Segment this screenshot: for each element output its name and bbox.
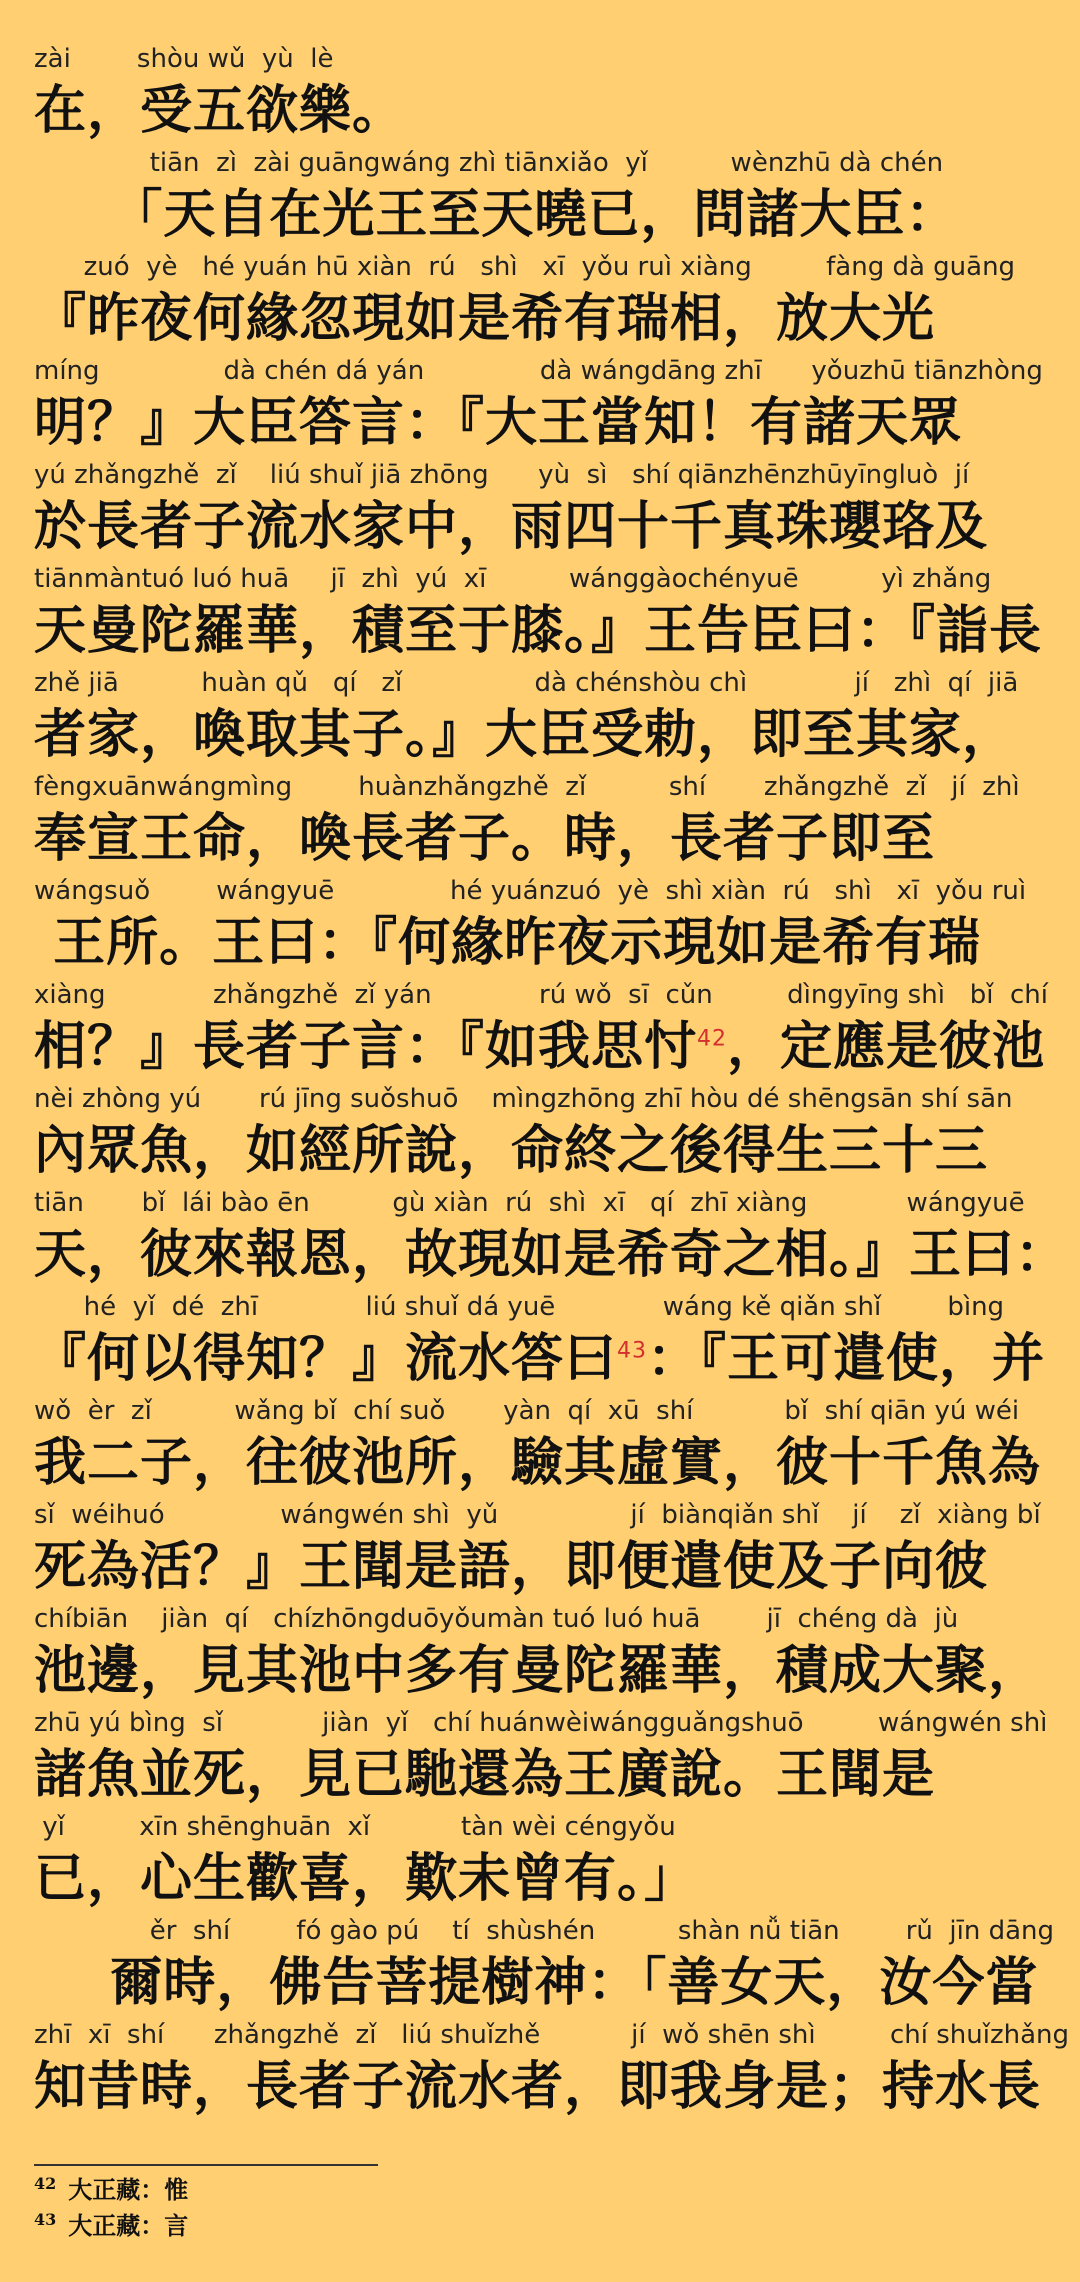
footnote-number: 42 — [34, 2174, 57, 2193]
text-line — [34, 250, 1054, 354]
text-line — [34, 1602, 1054, 1706]
text-line — [34, 458, 1054, 562]
footnote-divider — [34, 2164, 378, 2166]
text-line — [34, 562, 1054, 666]
footnote-number: 43 — [34, 2210, 57, 2229]
pinyin-row: sǐ wéihuó wángwén shì yǔ jí biànqiǎn shǐ jí zǐ xiàng bǐ — [34, 1500, 1041, 1530]
pinyin-row: ěr shí fó gào pú tí shùshén shàn nǚ tiān rǔ jīn dāng — [34, 1916, 1055, 1946]
hanzi-row: 王所。王曰：『何緣昨夜示現如是希有瑞 — [34, 913, 982, 973]
pinyin-row: fèngxuānwángmìng huànzhǎngzhě zǐ shí zhǎngzhě zǐ jí zhì — [34, 772, 1020, 802]
hanzi-row: 相？』長者子言：『如我思忖$^{42}$，定應是彼池 — [34, 1017, 1046, 1077]
pinyin-row: yú zhǎngzhě zǐ liú shuǐ jiā zhōng yù sì shí qiānzhēnzhūyīngluò jí — [34, 460, 970, 490]
footnote — [34, 2208, 188, 2244]
pinyin-row: nèi zhòng yú rú jīng suǒshuō mìngzhōng zhī hòu dé shēngsān shí sān — [34, 1084, 1013, 1114]
pinyin-row: tiān zì zài guāngwáng zhì tiānxiǎo yǐ wènzhū dà chén — [34, 148, 944, 178]
pinyin-row: hé yǐ dé zhī liú shuǐ dá yuē wáng kě qiǎn shǐ bìng — [34, 1292, 1005, 1322]
hanzi-row: 明？』大臣答言：『大王當知！有諸天眾 — [34, 393, 963, 453]
hanzi-row: 內眾魚，如經所說，命終之後得生三十三 — [34, 1121, 989, 1181]
text-line — [34, 770, 1054, 874]
pinyin-row: tiān bǐ lái bào ēn gù xiàn rú shì xī qí zhī xiàng wángyuē — [34, 1188, 1025, 1218]
pinyin-row: míng dà chén dá yán dà wángdāng zhī yǒuzhū tiānzhòng — [34, 356, 1043, 386]
pinyin-row: zuó yè hé yuán hū xiàn rú shì xī yǒu ruì xiàng fàng dà guāng — [34, 252, 1016, 282]
pinyin-row: zhī xī shí zhǎngzhě zǐ liú shuǐzhě jí wǒ shēn shì chí shuǐzhǎng — [34, 2020, 1069, 2050]
pinyin-row: wángsuǒ wángyuē hé yuánzuó yè shì xiàn rú shì xī yǒu ruì — [34, 876, 1027, 906]
footnote-text: 大正藏：言 — [68, 2211, 189, 2240]
hanzi-row: 天曼陀羅華，積至于膝。』王告臣曰：『詣長 — [34, 601, 1043, 661]
footnote-marker[interactable]: 42 — [697, 1026, 728, 1052]
pinyin-row: zhě jiā huàn qǔ qí zǐ dà chénshòu chì jí zhì qí jiā — [34, 668, 1019, 698]
pinyin-row: zhū yú bìng sǐ jiàn yǐ chí huánwèiwángguǎngshuō wángwén shì — [34, 1708, 1048, 1738]
text-line — [34, 1810, 1054, 1914]
footnote-text: 大正藏：惟 — [68, 2175, 189, 2204]
hanzi-row: 我二子，往彼池所，驗其虛實，彼十千魚為 — [34, 1433, 1042, 1493]
text-line — [34, 42, 1054, 146]
hanzi-row: 『昨夜何緣忽現如是希有瑞相，放大光 — [34, 289, 936, 349]
hanzi-row: 池邊，見其池中多有曼陀羅華，積成大聚， — [34, 1641, 1042, 1701]
hanzi-row: 知昔時，長者子流水者，即我身是；持水長 — [34, 2057, 1042, 2117]
hanzi-row: 奉宣王命，喚長者子。時，長者子即至 — [34, 809, 936, 869]
footnote-marker[interactable]: 43 — [617, 1338, 648, 1364]
pinyin-row: chíbiān jiàn qí chízhōngduōyǒumàn tuó luó huā jī chéng dà jù — [34, 1604, 959, 1634]
text-line — [34, 2018, 1069, 2122]
text-line — [34, 666, 1054, 770]
pinyin-row: wǒ èr zǐ wǎng bǐ chí suǒ yàn qí xū shí bǐ shí qiān yú wéi — [34, 1396, 1020, 1426]
text-line — [34, 1394, 1054, 1498]
text-line — [34, 874, 1054, 978]
hanzi-row: 已，心生歡喜，歎未曾有。」 — [34, 1849, 698, 1909]
scripture-text — [34, 42, 1069, 2122]
text-line — [34, 1082, 1054, 1186]
text-line — [34, 1186, 1069, 1290]
text-line — [34, 354, 1054, 458]
text-line — [34, 146, 1054, 250]
text-line — [34, 1706, 1054, 1810]
hanzi-row: 諸魚並死，見已馳還為王廣說。王聞是 — [34, 1745, 936, 1805]
text-line — [34, 978, 1054, 1082]
hanzi-row: 者家，喚取其子。』大臣受勅，即至其家， — [34, 705, 1016, 765]
footnote — [34, 2172, 188, 2208]
pinyin-row: yǐ xīn shēnghuān xǐ tàn wèi céngyǒu — [34, 1812, 676, 1842]
footnotes — [34, 2172, 188, 2244]
hanzi-row: 『何以得知？』流水答曰$^{43}$：『王可遣使，并 — [34, 1329, 1046, 1389]
hanzi-row: 爾時，佛告菩提樹神：「善女天，汝今當 — [34, 1953, 1039, 2013]
pinyin-row: xiàng zhǎngzhě zǐ yán rú wǒ sī cǔn dìngyīng shì bǐ chí — [34, 980, 1048, 1010]
text-line — [34, 1290, 1054, 1394]
hanzi-row: 於長者子流水家中，雨四十千真珠瓔珞及 — [34, 497, 989, 557]
pinyin-row: tiānmàntuó luó huā jī zhì yú xī wánggàochényuē yì zhǎng — [34, 564, 992, 594]
hanzi-row: 在，受五欲樂。 — [34, 81, 406, 141]
text-line — [34, 1498, 1054, 1602]
hanzi-row: 天，彼來報恩，故現如是希奇之相。』王曰： — [34, 1225, 1069, 1285]
pinyin-row: zài shòu wǔ yù lè — [34, 44, 334, 74]
hanzi-row: 死為活？』王聞是語，即便遣使及子向彼 — [34, 1537, 989, 1597]
hanzi-row: 「天自在光王至天曉已，問諸大臣： — [34, 185, 959, 245]
text-line — [34, 1914, 1054, 2018]
